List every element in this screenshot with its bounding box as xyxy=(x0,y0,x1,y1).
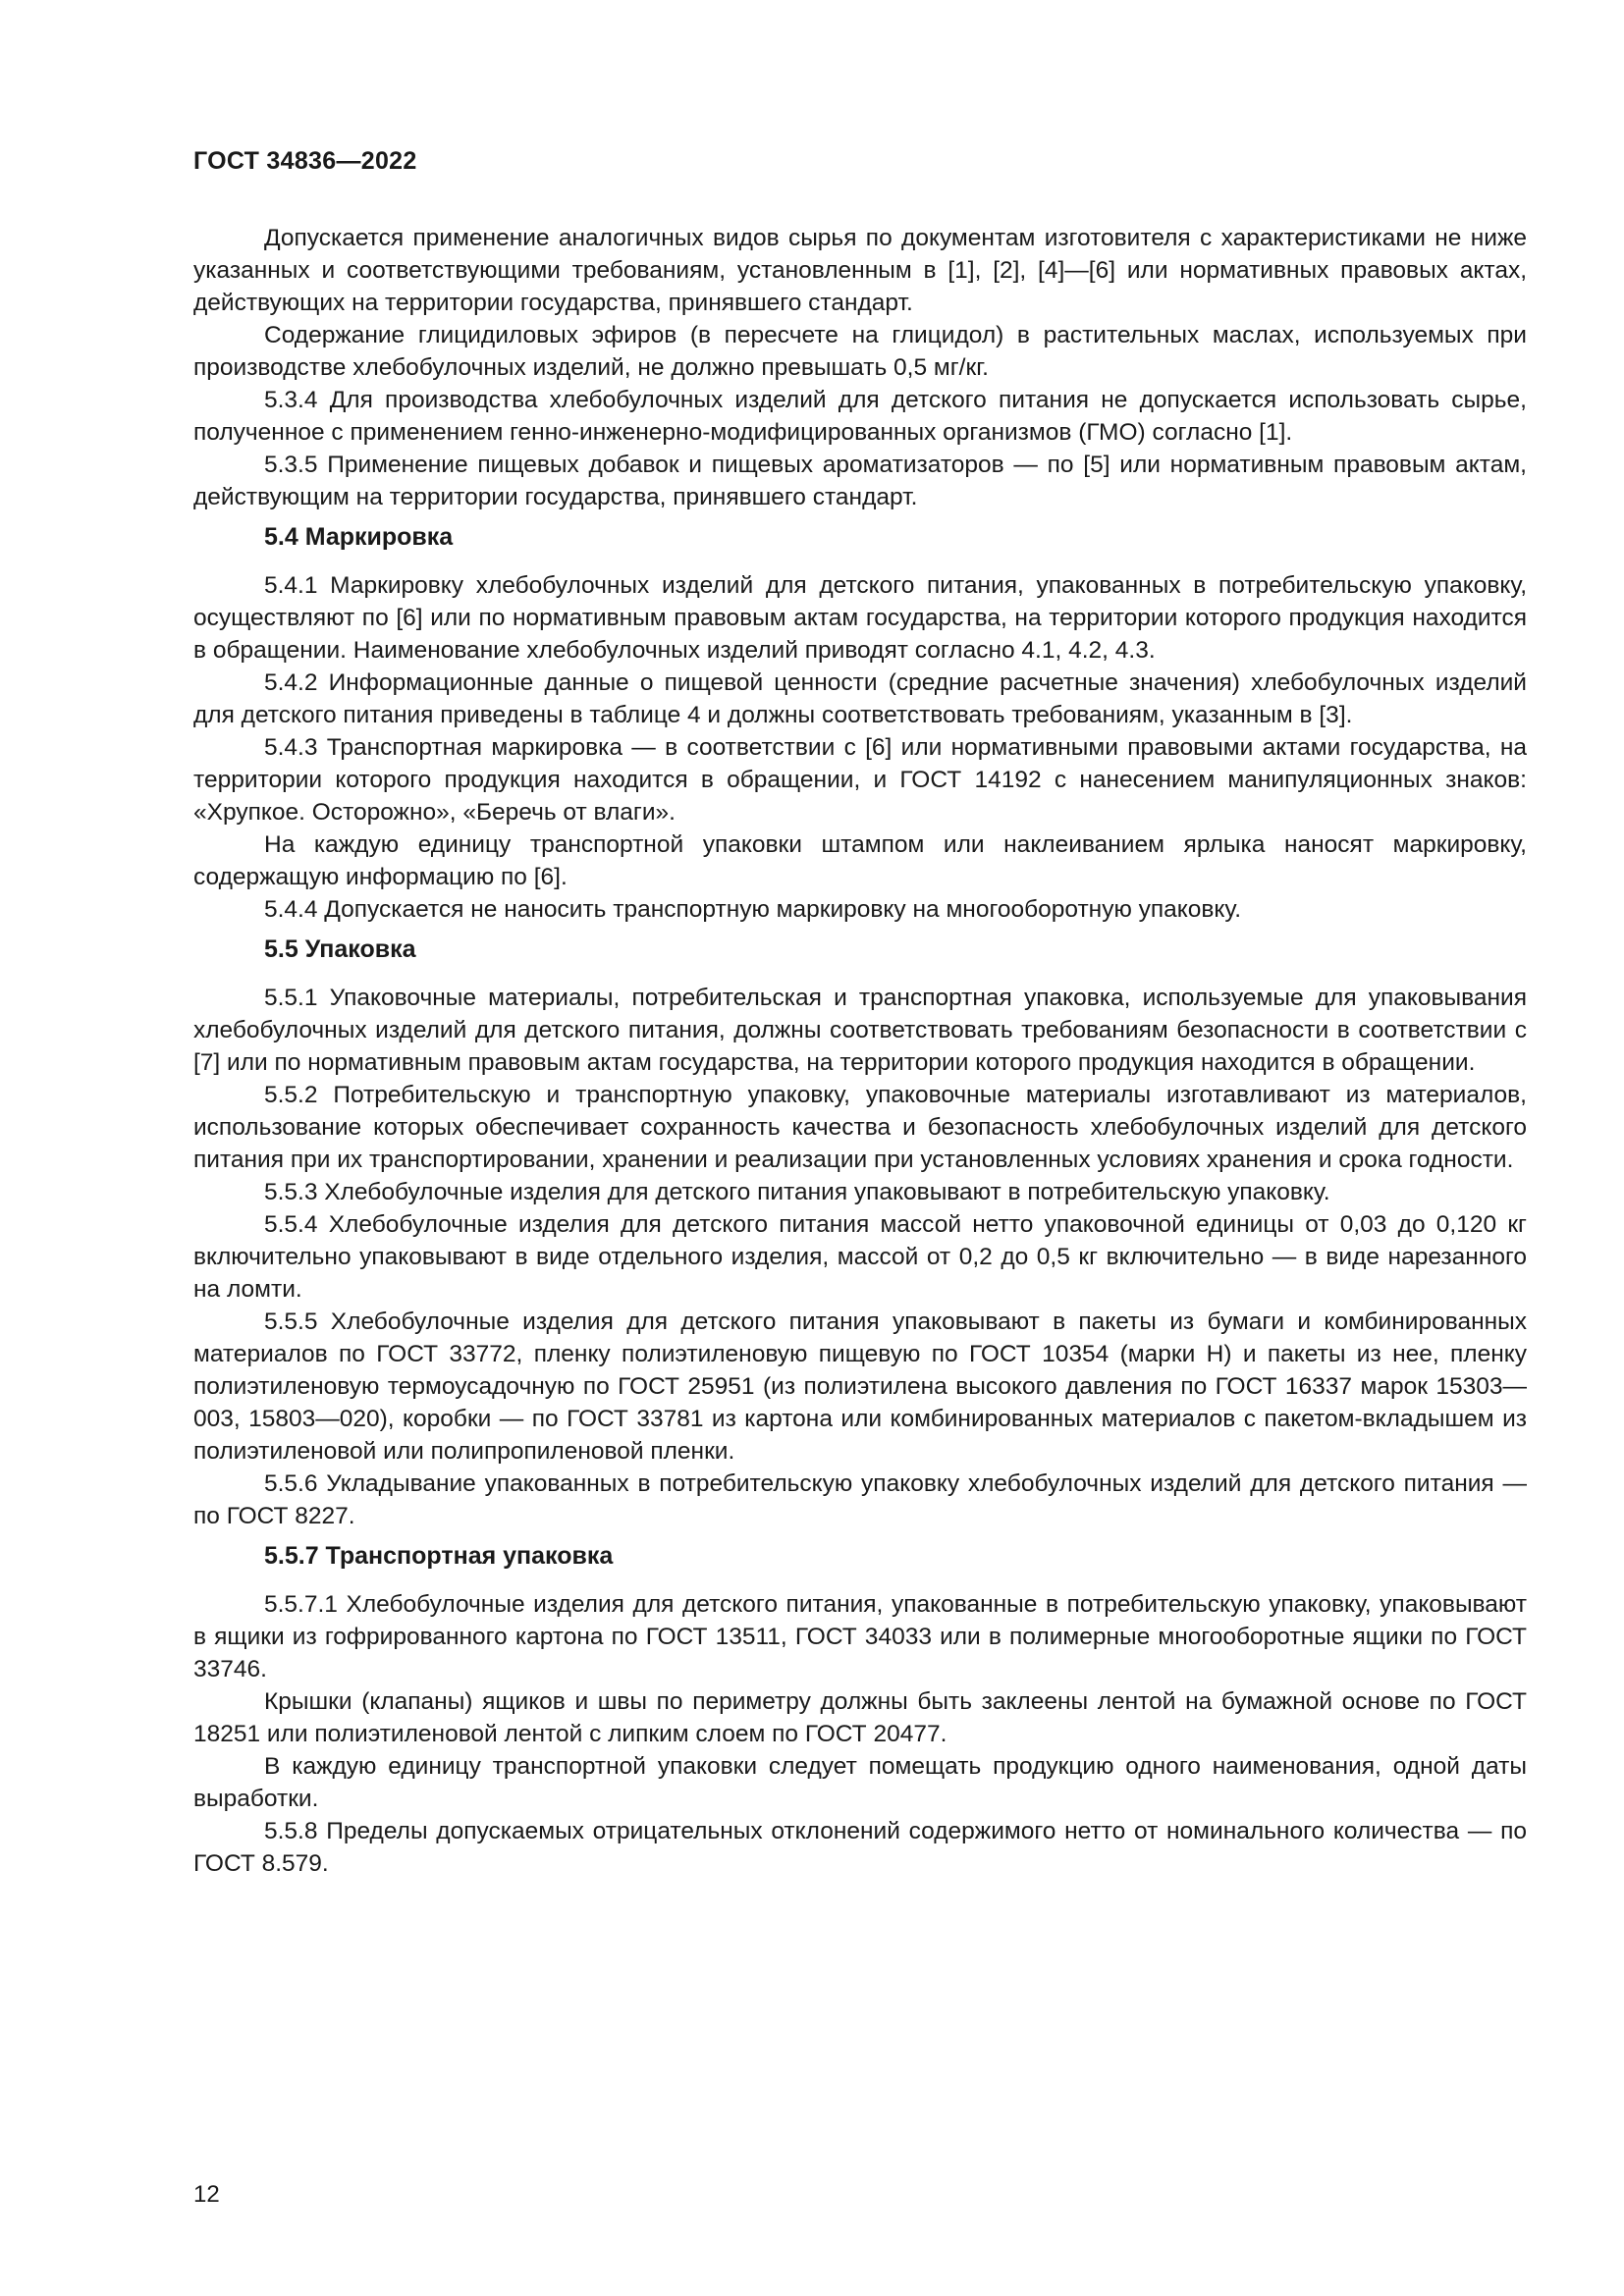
paragraph: 5.5.5 Хлебобулочные изделия для детского питания упаковывают в пакеты из бумаги и комбинированных материалов по ГОСТ 33772, пленку полиэтиленовую пищевую по ГОСТ 10354 (марки Н) и пакеты из нее, пленку полиэтиленовую термоусадочную по ГОСТ 25951 (из полиэтилена высокого давления по ГОСТ 16337 марок 15303—003, 15803—020), коробки — по ГОСТ 33781 из картона или комбинированных материалов с пакетом-вкладышем из полиэтиленовой или полипропиленовой пленки. xyxy=(193,1308,1527,1465)
paragraph: 5.5.1 Упаковочные материалы, потребительская и транспортная упаковка, используемые для упаковывания хлебобулочных изделий для детского питания, должны соответствовать требованиям безопасности в соответствии с [7] или по нормативным правовым актам государства, на территории которого продукция находится в обращении. xyxy=(193,985,1527,1076)
paragraph: 5.3.5 Применение пищевых добавок и пищевых ароматизаторов — по [5] или нормативным правовым актам, действующим на территории государства, принявшего стандарт. xyxy=(193,452,1527,510)
paragraph: 5.4.4 Допускается не наносить транспортную маркировку на многооборотную упаковку. xyxy=(264,896,1242,923)
paragraph: 5.5.6 Укладывание упакованных в потребительскую упаковку хлебобулочных изделий для детского питания — по ГОСТ 8227. xyxy=(193,1470,1527,1529)
paragraph: Содержание глицидиловых эфиров (в пересчете на глицидол) в растительных маслах, используемых при производстве хлебобулочных изделий, не должно превышать 0,5 мг/кг. xyxy=(193,322,1527,381)
standard-header: ГОСТ 34836—2022 xyxy=(193,147,417,175)
paragraph: 5.5.4 Хлебобулочные изделия для детского питания массой нетто упаковочной единицы от 0,03 до 0,120 кг включительно упаковывают в виде отдельного изделия, массой от 0,2 до 0,5 кг включительно — в виде нарезанного на ломти. xyxy=(193,1211,1527,1303)
section-heading-5-4: 5.4 Маркировка xyxy=(264,523,454,551)
paragraph: 5.5.2 Потребительскую и транспортную упаковку, упаковочные материалы изготавливают из материалов, использование которых обеспечивает сохранность качества и безопасность хлебобулочных изделий для детского питания при их транспортировании, хранении и реализации при установленных условиях хранения и срока годности. xyxy=(193,1082,1527,1173)
section-heading-5-5: 5.5 Упаковка xyxy=(264,935,416,963)
paragraph: 5.4.3 Транспортная маркировка — в соответствии с [6] или нормативными правовыми актами государства, на территории которого продукция находится в обращении, и ГОСТ 14192 с нанесением манипуляционных знаков: «Хрупкое. Осторожно», «Беречь от влаги». xyxy=(193,734,1527,826)
paragraph: 5.4.1 Маркировку хлебобулочных изделий для детского питания, упакованных в потребительскую упаковку, осуществляют по [6] или по нормативным правовым актам государства, на территории которого продукция находится в обращении. Наименование хлебобулочных изделий приводят согласно 4.1, 4.2, 4.3. xyxy=(193,572,1527,664)
paragraph: На каждую единицу транспортной упаковки штампом или наклеиванием ярлыка наносят маркировку, содержащую информацию по [6]. xyxy=(193,831,1527,890)
section-heading-5-5-7: 5.5.7 Транспортная упаковка xyxy=(264,1542,614,1570)
paragraph: 5.5.7.1 Хлебобулочные изделия для детского питания, упакованные в потребительскую упаковку, упаковывают в ящики из гофрированного картона по ГОСТ 13511, ГОСТ 34033 или в полимерные многооборотные ящики по ГОСТ 33746. xyxy=(193,1591,1527,1682)
paragraph: 5.4.2 Информационные данные о пищевой ценности (средние расчетные значения) хлебобулочных изделий для детского питания приведены в таблице 4 и должны соответствовать требованиям, указанным в [3]. xyxy=(193,669,1527,728)
paragraph: 5.3.4 Для производства хлебобулочных изделий для детского питания не допускается использовать сырье, полученное с применением генно-инженерно-модифицированных организмов (ГМО) согласно [1]. xyxy=(193,387,1527,446)
document-body xyxy=(193,222,1527,1880)
paragraph: Крышки (клапаны) ящиков и швы по периметру должны быть заклеены лентой на бумажной основе по ГОСТ 18251 или полиэтиленовой лентой с липким слоем по ГОСТ 20477. xyxy=(193,1688,1527,1747)
paragraph: В каждую единицу транспортной упаковки следует помещать продукцию одного наименования, одной даты выработки. xyxy=(193,1753,1527,1812)
paragraph: 5.5.3 Хлебобулочные изделия для детского питания упаковывают в потребительскую упаковку. xyxy=(264,1179,1330,1205)
page-number: 12 xyxy=(193,2181,220,2208)
paragraph: 5.5.8 Пределы допускаемых отрицательных отклонений содержимого нетто от номинального количества — по ГОСТ 8.579. xyxy=(193,1818,1527,1877)
paragraph: Допускается применение аналогичных видов сырья по документам изготовителя с характеристиками не ниже указанных и соответствующими требованиям, установленным в [1], [2], [4]—[6] или нормативных правовых актах, действующих на территории государства, принявшего стандарт. xyxy=(193,225,1527,316)
